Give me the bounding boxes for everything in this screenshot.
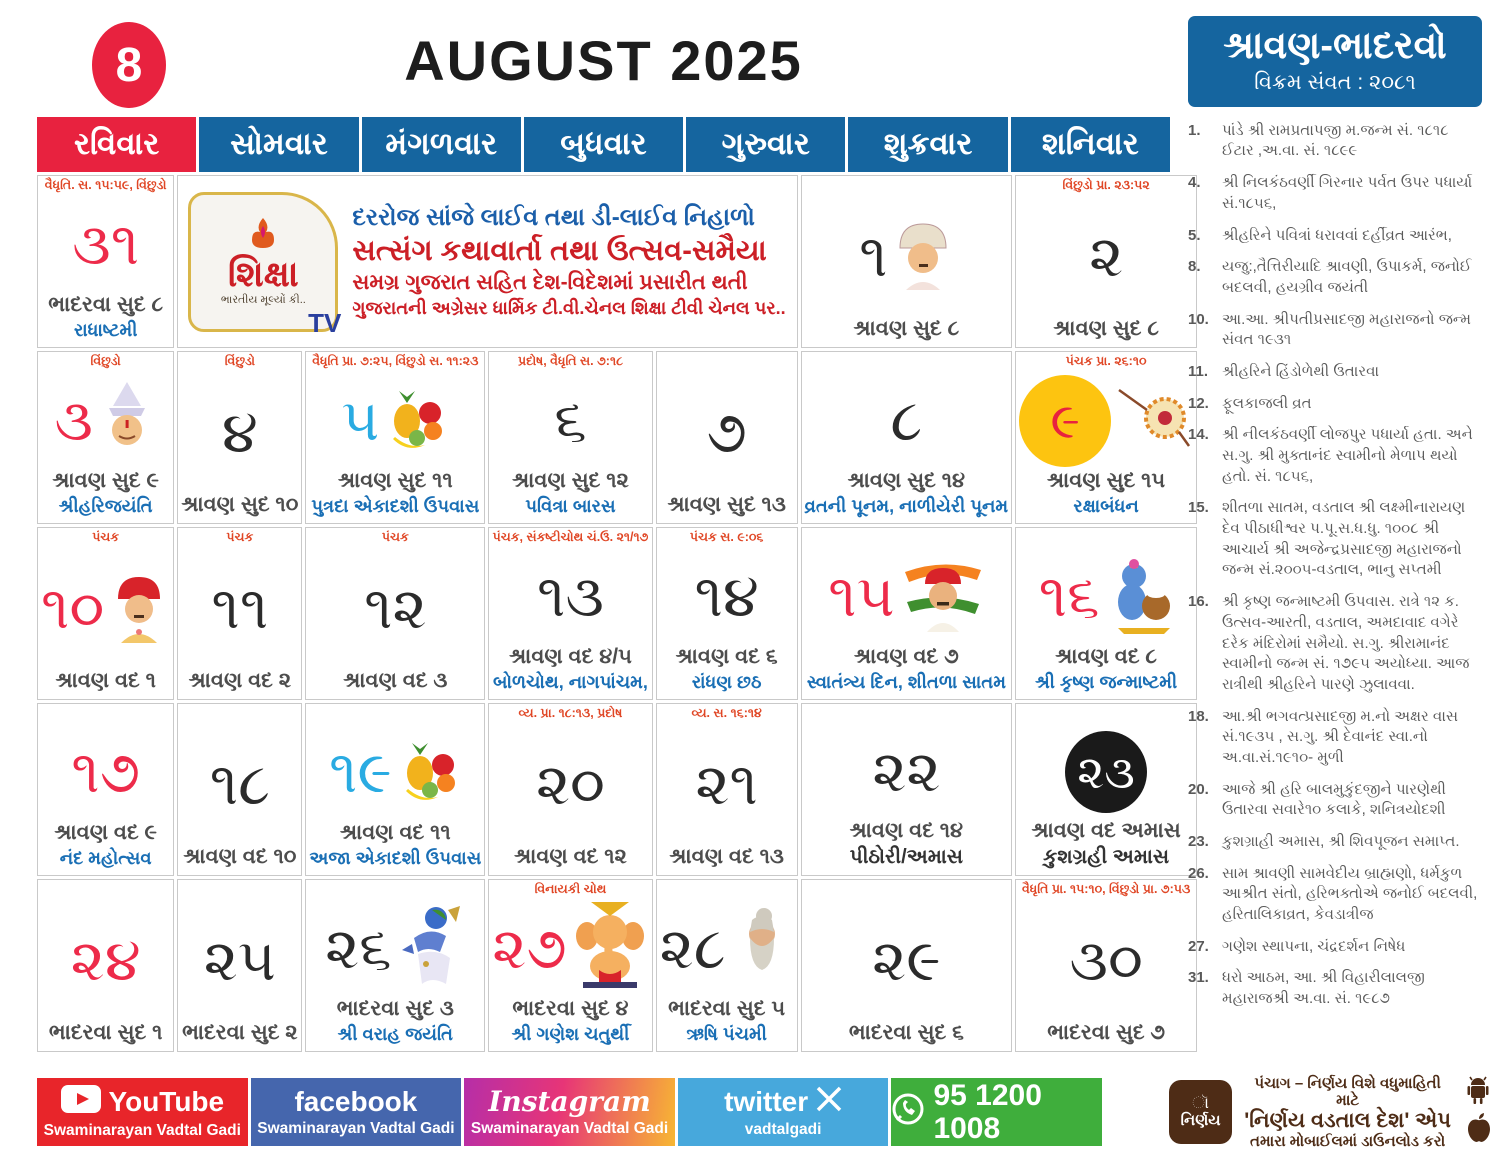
twitter-subtitle: vadtalgadi (744, 1121, 822, 1139)
cell-number-row (1019, 900, 1193, 1021)
festival-note (1188, 226, 1482, 247)
app-promo-line-3: તમારા મોબાઈલમાં ડાઉનલોડ કરો (1250, 1132, 1446, 1150)
festival-note (1188, 121, 1482, 162)
calendar-day-cell (656, 879, 798, 1052)
cell-number-row (492, 372, 648, 469)
calendar-day-cell (656, 527, 798, 700)
day-number: ૮ (890, 387, 923, 453)
festival-note (1188, 310, 1482, 351)
festival-label: રાધાષ્ટમી (73, 320, 138, 340)
note-text: આ.શ્રી ભગવત્પ્રસાદજી મ.નો અક્ષર વાસ સં.૧૯૩૫ , સ.ગુ. શ્રી દેવાનંદ સ્વા.નો અ.વા.સં.૧૯૧૦- મુળી (1222, 707, 1459, 766)
note-number: 8. (1188, 258, 1201, 276)
note-text: પાંડે શ્રી રામપ્રતાપજી મ.જન્મ સં. ૧૮૧૮ ઈટાર ,અ.વા. સં. ૧૮૯૯ (1222, 121, 1449, 160)
twitter-label-row (724, 1086, 842, 1119)
tithi-label: શ્રાવણ સુદ ૧૪ (847, 469, 966, 492)
day-number: ૩૦ (1069, 927, 1143, 993)
festival-notes-list (1188, 121, 1482, 1010)
ad-line-1: દરરોજ સાંજે લાઈવ તથા ડી-લાઈવ નિહાળો (352, 204, 755, 231)
instagram-button[interactable] (464, 1078, 675, 1146)
note-number: 1. (1188, 121, 1201, 139)
festival-label: રાંધણ છઠ (691, 672, 762, 692)
shiksha-tv-logo (188, 192, 342, 338)
day-number: ૨૮ (659, 915, 726, 981)
turban-portrait-image (892, 218, 954, 295)
tithi-label: શ્રાવણ વદ ૧૩ (669, 845, 784, 868)
whatsapp-icon (891, 1092, 925, 1133)
cell-number-row (805, 724, 1009, 819)
note-number: 11. (1188, 362, 1209, 380)
calendar-day-cell (801, 351, 1013, 524)
tithi-label: ભાદરવા સુદ ૩ (336, 997, 454, 1020)
note-text: ધરો આઠમ, આ. શ્રી વિહારીલાલજી મહારાજશ્રી અ.વા. સં. ૧૯૮૭ (1222, 969, 1425, 1008)
calendar-day-cell (37, 703, 174, 876)
calendar-day-cell (1015, 351, 1197, 524)
krishna-baby-image (1104, 554, 1174, 639)
twitter-button[interactable] (678, 1078, 889, 1146)
ad-text-block (352, 204, 785, 319)
festival-label: વ્રતની પૂનમ, નાળીયેરી પૂનમ (804, 496, 1009, 516)
festival-note (1188, 707, 1482, 769)
flame-icon (246, 216, 280, 255)
festival-label: ઋષિ પંચમી (686, 1024, 767, 1044)
festival-note (1188, 362, 1482, 383)
android-icon[interactable] (1463, 1075, 1493, 1110)
header (37, 0, 1170, 117)
cell-number-row (181, 900, 298, 1021)
weekday-header-6: શનિવાર (1011, 117, 1170, 172)
note-text: શ્રીહરિને પવિત્રાં ધરાવવાં દર્હીવ્રત આરંભ, (1222, 226, 1452, 244)
tithi-label: શ્રાવણ વદ ૯ (54, 821, 157, 844)
youtube-label-row (61, 1085, 225, 1120)
festival-label-dark: પીઠોરી/અમાસ (849, 846, 963, 868)
tithi-label: શ્રાવણ સુદ ૮ (1053, 317, 1159, 340)
instagram-subtitle: Swaminarayan Vadtal Gadi (470, 1120, 669, 1138)
day-number: ૧૮ (209, 751, 271, 817)
festival-note (1188, 780, 1482, 821)
note-number: 18. (1188, 707, 1209, 725)
app-icon-label: નિર્ણય (1180, 1111, 1221, 1129)
cell-number-row (309, 372, 481, 469)
calendar-day-cell (37, 879, 174, 1052)
cell-astro-note: વૈધૃતિ પ્રા. ૭:૨૫, વિંછુડો સ. ૧૧:૨૩ (312, 354, 479, 368)
note-number: 31. (1188, 969, 1209, 987)
note-text: યજુ:,તૈત્તિરીયાદિ શ્રાવણી, ઉપાકર્મ, જનોઈ બદલવી, હયગ્રીવ જયંતી (1222, 258, 1472, 296)
cell-number-row (1019, 548, 1193, 645)
x-icon (816, 1086, 842, 1119)
day-number: ૪ (221, 399, 258, 465)
day-number: ૨૫ (203, 927, 276, 993)
festival-label: રક્ષાબંધન (1073, 496, 1139, 516)
day-number: ૨૪ (70, 927, 141, 993)
festival-label: પવિત્રા બારસ (525, 496, 616, 516)
tithi-label: ભાદરવા સુદ ૫ (668, 997, 786, 1020)
tithi-label: શ્રાવણ સુદ ૧૫ (1047, 469, 1166, 492)
day-number: ૨૬ (325, 915, 392, 981)
calendar-day-cell (305, 527, 485, 700)
tithi-label: શ્રાવણ વદ ૧૪ (849, 819, 964, 842)
day-number: ૫ (341, 387, 380, 453)
twitter-label: twitter (724, 1085, 809, 1117)
note-text: શ્રીહરિને હિંડોળેથી ઉતારવા (1222, 362, 1380, 380)
day-number: ૧૦ (41, 575, 105, 641)
cell-astro-note: પંચક (226, 530, 254, 544)
note-number: 10. (1188, 310, 1209, 328)
note-text: ફૂલકાજલી વ્રત (1222, 394, 1312, 412)
varaha-image (396, 904, 466, 993)
day-number: ૯ (1050, 392, 1080, 449)
sidebar (1188, 16, 1482, 1021)
cell-number-row (805, 548, 1009, 645)
cell-astro-note: પંચક, સંકષ્ટીચોથ ચં.ઉ. ૨૧/૧૭ (492, 530, 649, 544)
festival-note (1188, 937, 1482, 958)
day-number: ૨૯ (872, 927, 941, 993)
calendar-day-cell (801, 703, 1013, 876)
note-number: 16. (1188, 593, 1209, 611)
month-number-badge: 8 (92, 22, 166, 108)
cell-number-row (41, 548, 170, 669)
calendar-day-cell (177, 351, 302, 524)
apple-icon[interactable] (1464, 1112, 1492, 1149)
tithi-label: ભાદરવા સુદ ૪ (512, 997, 629, 1020)
day-number: ૨૧ (695, 751, 758, 817)
calendar-day-cell (1015, 703, 1197, 876)
calendar-day-cell (801, 527, 1013, 700)
tithi-label: શ્રાવણ વદ ૪/૫ (509, 645, 632, 668)
shiksha-logo-subtext: ભારતીય મૂલ્યોં કી.. (220, 294, 306, 307)
tithi-label: શ્રાવણ વદ ૧ (55, 669, 156, 692)
ad-line-3: સમગ્ર ગુજરાત સહિત દેશ-વિદેશમાં પ્રસારીત થતી (352, 271, 748, 294)
facebook-button[interactable] (251, 1078, 462, 1146)
cell-number-row (41, 724, 170, 821)
note-text: ગણેશ સ્થાપના, ચંદ્રદર્શન નિષેધ (1222, 937, 1406, 955)
note-text: આજે શ્રી હરિ બાલમુકુંદજીને પારણેથી ઉતારવા સવારે૧૦ કલાકે, શનિત્રયોદશી (1222, 780, 1446, 819)
cell-number-row (492, 548, 648, 645)
day-number: ૨ (1089, 223, 1124, 289)
youtube-label: YouTube (108, 1085, 225, 1117)
day-number: ૭ (706, 399, 747, 465)
cell-number-row (805, 372, 1009, 469)
fruits-image (383, 383, 449, 458)
cell-astro-note: પંચક (92, 530, 120, 544)
shiksha-tv-text: TV (308, 307, 342, 338)
calendar-day-cell (488, 703, 652, 876)
note-text: સામ શ્રાવણી સામવેદીય બ્રાહ્મણો, ધર્મકુળ આશ્રીત સંતો, હરિભક્તોએ જનોઈ બદલવી, હરિતાલિકાવ્રત, કેવડાત્રીજ (1222, 864, 1478, 924)
calendar-day-cell (656, 351, 798, 524)
day-number: ૩૧ (72, 211, 140, 277)
note-text: શીતળા સાતમ, વડતાલ શ્રી લક્ષ્મીનારાયણ દેવ પીઠાધીશ્વર પ.પૂ.સ.ધ.ધુ. ૧૦૦૮ શ્રી આચાર્ય શ્રી અજેન્દ્રપ્રસાદજી મહારાજનો જન્મ સં.૨૦૦૫-વડતાલ, ભાનુ સપ્તમી (1222, 499, 1466, 579)
note-text: કુશગ્રાહી અમાસ, શ્રી શિવપૂજન સમાપ્ત. (1222, 833, 1460, 851)
tithi-label: શ્રાવણ સુદ ૧૧ (338, 469, 453, 492)
festival-note (1188, 864, 1482, 926)
festival-note (1188, 257, 1482, 298)
youtube-button[interactable] (37, 1078, 248, 1146)
festival-note (1188, 425, 1482, 487)
tithi-label: ભાદરવા સુદ ૭ (1047, 1021, 1166, 1044)
panchang-samvat: વિક્રમ સંવત : ૨૦૮૧ (1254, 70, 1416, 94)
cell-number-row (660, 900, 794, 997)
black-circle-highlight (1065, 731, 1147, 813)
cell-astro-note: વિંછુડો પ્રા. ૨૩:૫૨ (1062, 178, 1150, 192)
note-number: 14. (1188, 426, 1209, 444)
cell-number-row (309, 900, 481, 997)
festival-note (1188, 832, 1482, 853)
festival-label: નંદ મહોત્સવ (59, 848, 152, 868)
tithi-label: શ્રાવણ સુદ ૮ (853, 317, 960, 340)
cell-astro-note: પંચક સ. ૯:૦૬ (689, 530, 764, 544)
cell-astro-note: વ્ય. સ. ૧૬:૧૪ (691, 706, 762, 720)
tithi-label: શ્રાવણ વદ અમાસ (1031, 819, 1181, 842)
festival-label: સ્વાતંત્ર્ય દિન, શીતળા સાતમ (806, 672, 1006, 692)
calendar-day-cell (37, 527, 174, 700)
tithi-label: શ્રાવણ વદ ૬ (675, 645, 778, 668)
day-number: ૧ (859, 223, 888, 289)
calendar-grid (37, 175, 1191, 1052)
app-promo-line-1: પંચાગ – નિર્ણય વિશે વધુમાહિતી માટે (1254, 1074, 1441, 1109)
weekday-header-1: સોમવાર (199, 117, 358, 172)
ganesh-image (571, 900, 649, 997)
note-number: 20. (1188, 780, 1209, 798)
cell-number-row (1019, 196, 1193, 317)
youtube-subtitle: Swaminarayan Vadtal Gadi (43, 1122, 241, 1140)
shiksha-tv-ad (177, 175, 797, 348)
shiksha-logo-text: શિક્ષા (227, 252, 299, 294)
cell-number-row (660, 372, 794, 493)
festival-note (1188, 968, 1482, 1009)
kalash-icon: ૉ (1192, 1094, 1210, 1112)
tithi-label: ભાદરવા સુદ ૮ (48, 293, 164, 316)
facebook-label-row (294, 1087, 417, 1118)
festival-label: શ્રી કૃષ્ણ જન્માષ્ટમી (1035, 672, 1178, 692)
tithi-label: શ્રાવણ વદ ૧૧ (339, 821, 451, 844)
festival-label: શ્રી ગણેશ ચતુર્થી (511, 1024, 630, 1044)
day-number: ૬ (554, 387, 587, 453)
cell-astro-note: વૈધૃતિ પ્રા. ૧૫:૧૦, વિંછુડો પ્રા. ૭:૫૩ (1021, 882, 1191, 896)
page-title: AUGUST 2025 (404, 29, 803, 92)
tithi-label: ભાદરવા સુદ ૧ (48, 1021, 163, 1044)
cell-number-row (181, 372, 298, 493)
cell-number-row (181, 548, 298, 669)
cell-astro-note: વિનાયકી ચોથ (534, 882, 607, 896)
instagram-label: Instagram (488, 1084, 651, 1118)
deity-face-image (97, 380, 157, 461)
tithi-label: ભાદરવા સુદ ૨ (182, 1021, 298, 1044)
app-promo-text (1242, 1075, 1453, 1150)
calendar-day-cell (305, 703, 485, 876)
calendar-day-cell (801, 879, 1013, 1052)
festival-note (1188, 394, 1482, 415)
weekday-header-4: ગુરુવાર (686, 117, 845, 172)
tithi-label: શ્રાવણ વદ ૮ (1055, 645, 1157, 668)
calendar-day-cell (305, 879, 485, 1052)
tithi-label: શ્રાવણ વદ ૩ (343, 669, 448, 692)
tithi-label: શ્રાવણ સુદ ૧૦ (181, 493, 299, 516)
day-number: ૨૨ (872, 738, 941, 804)
cell-number-row (492, 900, 648, 997)
note-number: 23. (1188, 833, 1209, 851)
weekday-header-0: રવિવાર (37, 117, 196, 172)
cell-number-row (309, 724, 481, 821)
app-promo-line-2: 'નિર્ણય વડતાલ દેશ' એપ (1244, 1108, 1451, 1132)
nirnay-app-icon[interactable] (1169, 1080, 1232, 1144)
weekday-header-3: બુધવાર (524, 117, 683, 172)
tricolor-portrait-image (899, 556, 985, 637)
note-text: શ્રી કૃષ્ણ જન્માષ્ટમી ઉપવાસ. રાત્રે ૧૨ ક. ઉત્સવ-આરતી, વડતાલ, અમદાવાદ વગેરે દરેક મંદિરોમાં સમૈયો. સ.ગુ. શ્રીરામાનંદ સ્વામીનો જન્મ સં. ૧૭૯૫ અયોધ્યા. આજ રાત્રીથી શ્રીહરિને પારણે ઝુલાવવા. (1222, 593, 1470, 693)
cell-astro-note: વિંછુડો (224, 354, 255, 368)
tithi-label: શ્રાવણ સુદ ૧૨ (512, 469, 629, 492)
festival-note (1188, 592, 1482, 695)
day-number: ૧૧ (211, 575, 269, 641)
ad-line-4: ગુજરાતની અગ્રેસર ધાર્મિક ટી.વી.ચેનલ શિક્ષા ટીવી ચેનલ પર.. (352, 298, 786, 318)
cell-number-row (41, 196, 170, 293)
weekday-header-5: શુક્રવાર (848, 117, 1007, 172)
day-number: ૧૭ (71, 739, 141, 805)
footer (37, 1074, 1493, 1150)
calendar-day-cell (177, 879, 302, 1052)
tithi-label: શ્રાવણ વદ ૨ (188, 669, 292, 692)
cell-number-row (660, 724, 794, 845)
panchang-month-box (1188, 16, 1482, 107)
cell-astro-note: પ્રદોષ, વૈધૃતિ સ. ૭:૧૮ (518, 354, 623, 368)
cell-astro-note: વિંછુડો (90, 354, 121, 368)
note-number: 12. (1188, 394, 1209, 412)
calendar-day-cell (488, 527, 652, 700)
note-text: શ્રી નીલકંઠવર્ણી લોજપુર પધાર્યા હતા. અને સ.ગુ. શ્રી મુક્તાનંદ સ્વામીનો મેળાપ થયો હતો. સં. ૧૮૫૬, (1222, 426, 1473, 485)
calendar-day-cell (1015, 527, 1197, 700)
calendar-day-cell (37, 351, 174, 524)
calendar-day-cell (1015, 879, 1197, 1052)
day-number: ૨૦ (535, 751, 605, 817)
cell-number-row (805, 900, 1009, 1021)
fruits-image (396, 735, 462, 810)
day-number: ૧૬ (1038, 563, 1100, 629)
festival-label: પુત્રદા એકાદશી ઉપવાસ (311, 496, 480, 516)
cell-number-row (1019, 372, 1193, 469)
festival-label: શ્રી વરાહ જયંતિ (337, 1024, 453, 1044)
festival-label-dark: કુશગ્રહી અમાસ (1043, 846, 1170, 868)
saint-portrait-image (108, 569, 170, 648)
note-number: 5. (1188, 226, 1201, 244)
tithi-label: શ્રાવણ વદ ૧૦ (183, 845, 297, 868)
note-number: 27. (1188, 937, 1209, 955)
festival-note (1188, 173, 1482, 214)
note-number: 4. (1188, 174, 1201, 192)
cell-number-row (181, 724, 298, 845)
store-icons (1463, 1075, 1493, 1149)
day-number: ૧૨ (364, 575, 427, 641)
tithi-label: શ્રાવણ સુદ ૧૩ (667, 493, 786, 516)
day-number: ૧૯ (328, 739, 392, 805)
sage-image (730, 904, 794, 993)
cell-astro-note: વૈધૃતિ. સ. ૧૫:૫૯, વિંછુડો (44, 178, 167, 192)
weekday-header-2: મંગળવાર (362, 117, 521, 172)
calendar-day-cell (177, 703, 302, 876)
day-number: ૧૩ (536, 563, 604, 629)
instagram-label-row (488, 1084, 651, 1118)
tithi-label: શ્રાવણ સુદ ૯ (52, 469, 159, 492)
app-promo (1169, 1074, 1493, 1150)
cell-number-row (1019, 724, 1193, 819)
weekday-header-row (37, 117, 1170, 172)
cell-number-row (660, 548, 794, 645)
cell-number-row (41, 372, 170, 469)
note-number: 26. (1188, 864, 1209, 882)
calendar-day-cell (801, 175, 1013, 348)
day-number: ૨૭ (492, 915, 567, 981)
whatsapp-label-row (891, 1079, 1102, 1145)
note-number: 15. (1188, 499, 1209, 517)
festival-note (1188, 498, 1482, 581)
calendar-day-cell (488, 351, 652, 524)
facebook-subtitle: Swaminarayan Vadtal Gadi (257, 1120, 455, 1138)
youtube-icon (61, 1085, 101, 1120)
calendar-day-cell (488, 879, 652, 1052)
cell-number-row (492, 724, 648, 845)
day-number: ૩ (54, 387, 93, 453)
cell-number-row (309, 548, 481, 669)
whatsapp-label: 95 1200 1008 (933, 1079, 1042, 1145)
ad-line-2: સત્સંગ કથાવાર્તા તથા ઉત્સવ-સમૈયા (352, 235, 767, 267)
note-text: આ.આ. શ્રીપતીપ્રસાદજી મહારાજનો જન્મ સંવત ૧૯૩૧ (1222, 310, 1471, 349)
tithi-label: શ્રાવણ વદ ૭ (853, 645, 959, 668)
day-number: ૨૩ (1077, 745, 1135, 798)
calendar-day-cell (656, 703, 798, 876)
calendar-day-cell (177, 527, 302, 700)
cell-astro-note: વ્ય. પ્રા. ૧૮:૧૩, પ્રદોષ (518, 706, 623, 720)
cell-number-row (41, 900, 170, 1021)
whatsapp-button[interactable] (891, 1078, 1102, 1146)
tithi-label: ભાદરવા સુદ ૬ (848, 1021, 964, 1044)
calendar-day-cell (37, 175, 174, 348)
panchang-month-title: શ્રાવણ-ભાદરવો (1223, 25, 1447, 67)
calendar-day-cell (305, 351, 485, 524)
note-text: શ્રી નિલકંઠવર્ણી ગિરનાર પર્વત ઉપર પધાર્યા સં.૧૮૫૬, (1222, 174, 1473, 212)
calendar-day-cell (1015, 175, 1197, 348)
festival-label: અજા એકાદશી ઉપવાસ (309, 848, 482, 868)
day-number: ૧૫ (828, 563, 895, 629)
calendar-main (37, 0, 1191, 1052)
festival-label: શ્રીહરિજયંતિ (58, 496, 153, 516)
festival-label: બોળચોથ, નાગપાંચમ, (493, 672, 648, 692)
rakhi-image (1115, 380, 1193, 461)
cell-astro-note: પંચક પ્રા. ૨૬:૧૦ (1065, 354, 1147, 368)
day-number: ૧૪ (694, 563, 759, 629)
yellow-circle-highlight (1019, 375, 1111, 467)
facebook-label: facebook (294, 1085, 418, 1117)
tithi-label: શ્રાવણ વદ ૧૨ (514, 845, 627, 868)
cell-number-row (805, 196, 1009, 317)
cell-astro-note: પંચક (381, 530, 409, 544)
